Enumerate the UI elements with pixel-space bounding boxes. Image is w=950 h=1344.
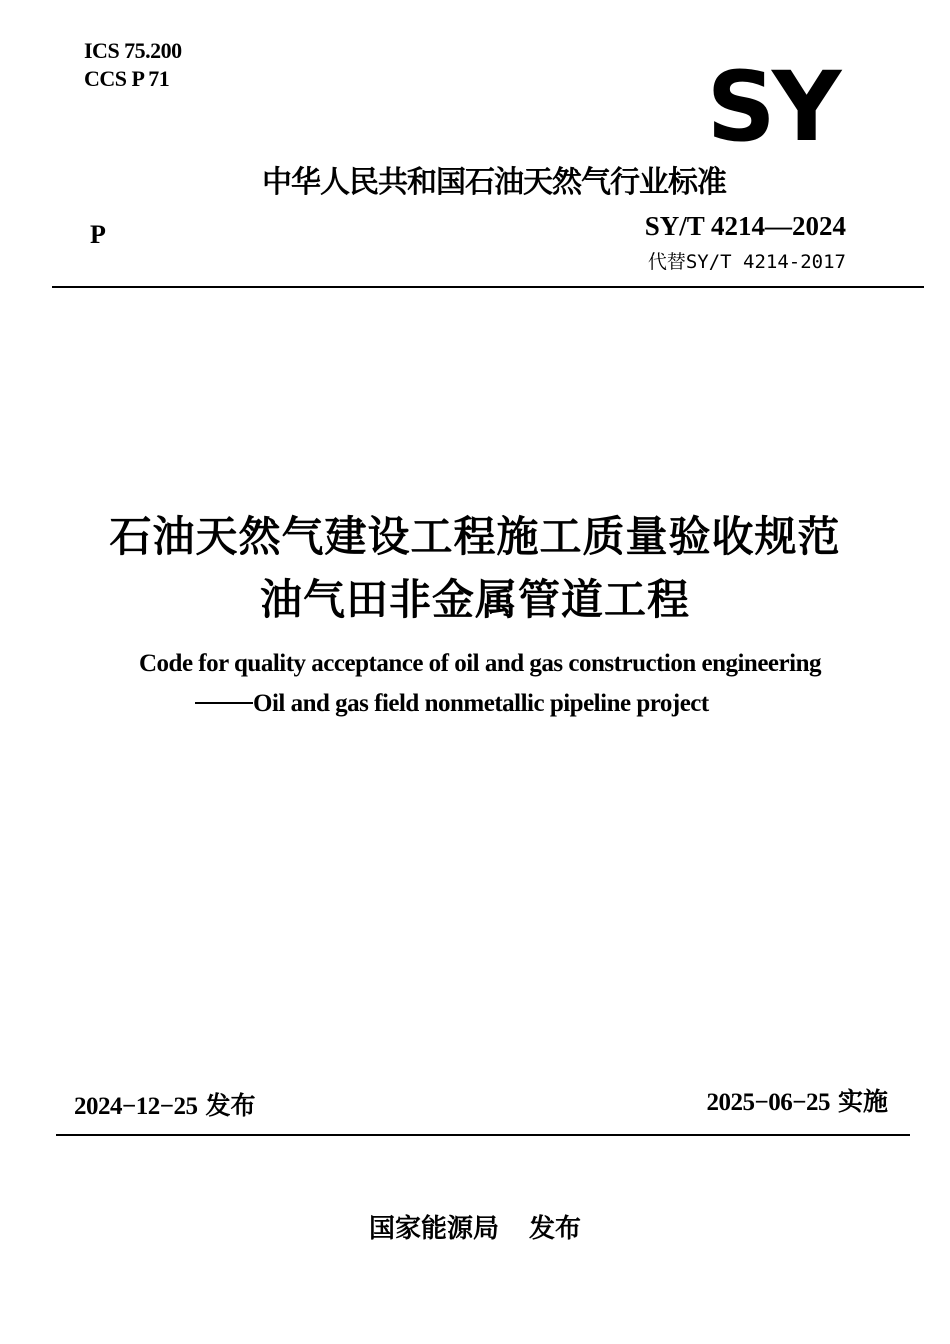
sy-logo-text: SY	[706, 60, 838, 150]
title-cn-line2: 油气田非金属管道工程	[259, 575, 690, 624]
issue-date: 2024−12−25	[74, 1093, 198, 1120]
industry-standard-title: 中华人民共和国石油天然气行业标准	[262, 165, 726, 200]
title-en-line2	[195, 688, 709, 720]
em-dash-rule	[195, 702, 253, 704]
implementation-date: 2025−06−25	[706, 1089, 830, 1116]
header-divider	[52, 286, 924, 288]
footer-divider	[56, 1134, 910, 1136]
publisher-action: 发布	[529, 1214, 582, 1244]
ccs-number: CCS P 71	[84, 66, 170, 91]
title-cn-line1: 石油天然气建设工程施工质量验收规范	[109, 512, 841, 561]
issue-label: 发布	[205, 1091, 256, 1120]
title-en-line1: Code for quality acceptance of oil and gas construction engineering	[139, 650, 821, 677]
sy-logo	[697, 60, 847, 150]
category-letter: P	[90, 220, 106, 249]
standard-code: SY/T 4214—2024	[644, 211, 846, 241]
implementation-date-block	[706, 1086, 888, 1119]
title-en-line2-text: Oil and gas field nonmetallic pipeline project	[253, 690, 709, 717]
ics-number: ICS 75.200	[84, 38, 182, 63]
issue-date-block	[74, 1090, 256, 1123]
replaces-standard: 代替SY/T 4214-2017	[647, 251, 846, 273]
publisher-line	[0, 1212, 950, 1246]
implementation-label: 实施	[837, 1087, 888, 1116]
publisher-name: 国家能源局	[368, 1214, 499, 1244]
